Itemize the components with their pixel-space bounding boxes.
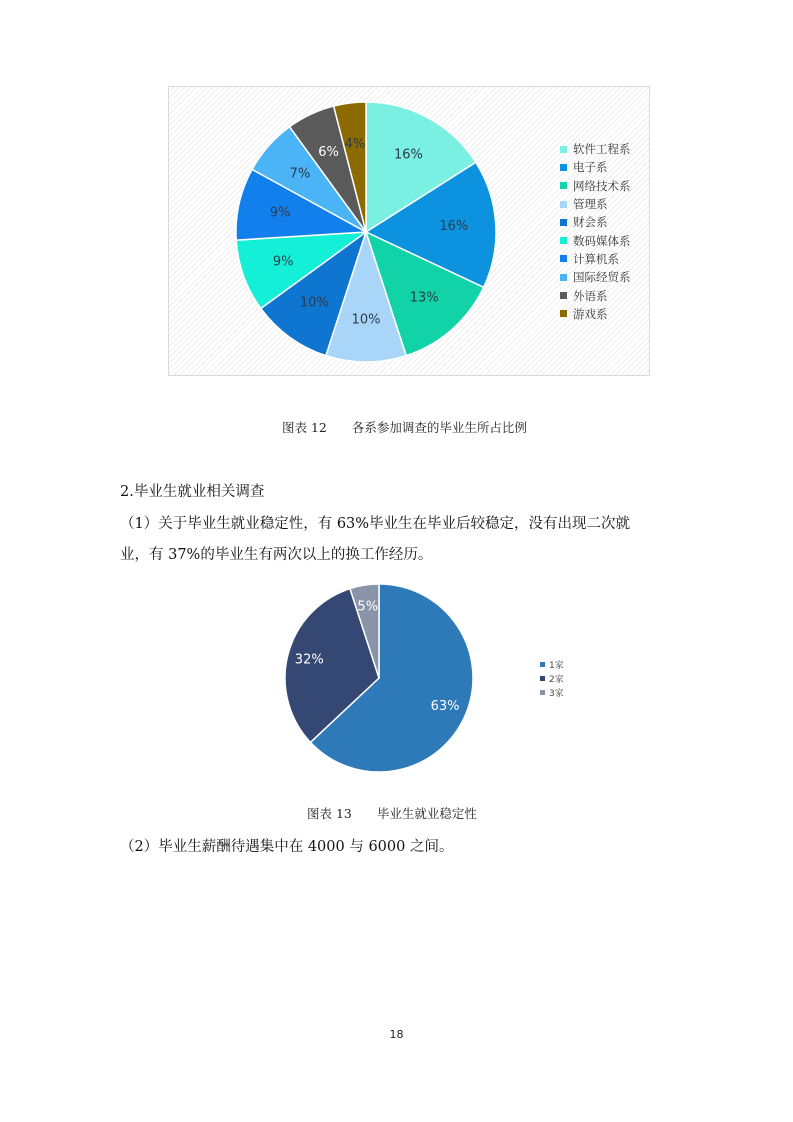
legend2-label-1: 2家 <box>549 674 564 685</box>
section-heading: 2.毕业生就业相关调查 <box>120 484 265 500</box>
pie2-label-1: 32% <box>294 652 324 668</box>
legend-stability <box>540 657 564 699</box>
legend1-label-2: 网络技术系 <box>573 178 631 193</box>
legend2-label-2: 3家 <box>549 688 564 699</box>
legend2-swatch-2 <box>540 690 545 695</box>
legend2-item-2 <box>540 685 564 699</box>
paragraph-1-line-2: 业，有 37%的毕业生有两次以上的换工作经历。 <box>120 547 433 563</box>
legend1-label-7: 国际经贸系 <box>573 270 631 285</box>
legend1-label-4: 财会系 <box>573 215 608 230</box>
legend2-swatch-1 <box>540 676 545 681</box>
legend2-item-0 <box>540 657 564 671</box>
pie2-label-0: 63% <box>430 699 460 715</box>
pie1-label-0: 16% <box>393 147 423 163</box>
pie1-label-9: 4% <box>344 137 366 153</box>
pie1-label-3: 10% <box>351 312 381 328</box>
figure-caption-13: 图表 13 毕业生就业稳定性 <box>307 806 477 821</box>
pie1-label-1: 16% <box>439 218 469 234</box>
legend1-label-0: 软件工程系 <box>573 142 631 157</box>
pie1-label-7: 7% <box>289 166 311 182</box>
legend1-label-3: 管理系 <box>573 197 608 212</box>
pie1-label-5: 9% <box>272 254 294 270</box>
pie1-label-6: 9% <box>269 205 291 221</box>
legend1-label-5: 数码媒体系 <box>573 233 631 248</box>
figure-caption-12: 图表 12 各系参加调查的毕业生所占比例 <box>282 420 527 435</box>
pie1-label-2: 13% <box>409 290 439 306</box>
pie1-label-8: 6% <box>318 144 339 160</box>
legend1-label-1: 电子系 <box>573 160 608 175</box>
legend2-label-0: 1家 <box>549 660 564 671</box>
paragraph-2: （2）毕业生薪酬待遇集中在 4000 与 6000 之间。 <box>120 839 454 855</box>
legend1-label-6: 计算机系 <box>573 251 619 266</box>
page-number: 18 <box>389 1028 404 1041</box>
pie1-label-4: 10% <box>299 295 329 311</box>
paragraph-1-line-1: （1）关于毕业生就业稳定性，有 63%毕业生在毕业后较稳定，没有出现二次就 <box>120 516 631 532</box>
pie2-label-2: 5% <box>357 599 379 615</box>
legend2-item-1 <box>540 671 564 685</box>
legend1-label-9: 游戏系 <box>573 306 608 321</box>
legend1-label-8: 外语系 <box>573 288 608 303</box>
legend2-swatch-0 <box>540 662 545 667</box>
